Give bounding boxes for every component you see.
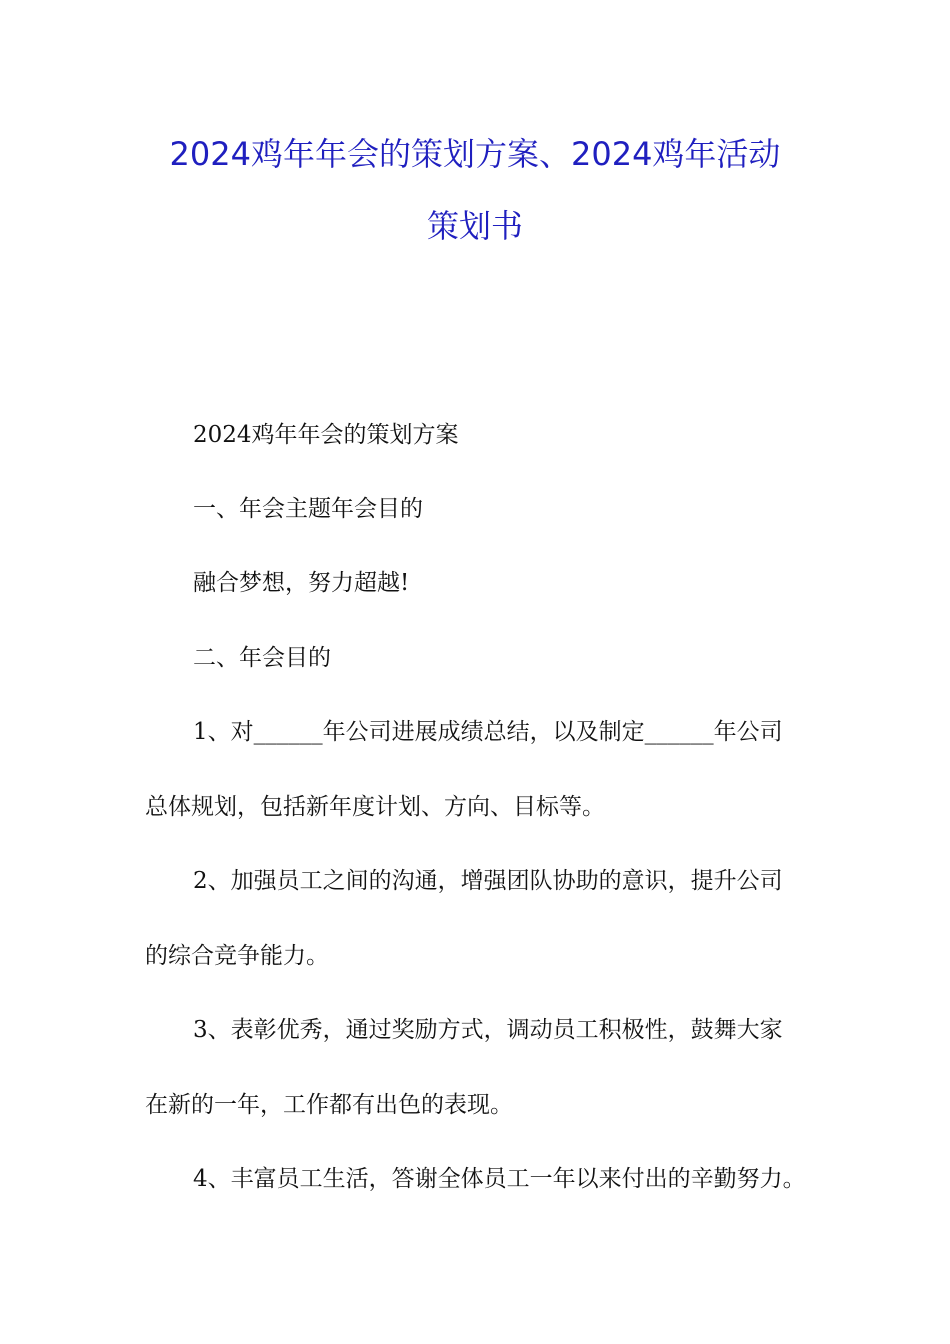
item3-line1: 3、表彰优秀，通过奖励方式，调动员工积极性，鼓舞大家 — [193, 1017, 783, 1043]
item1-line1: 1、对______年公司进展成绩总结，以及制定______年公司 — [193, 719, 783, 745]
theme-text: 融合梦想，努力超越! — [193, 570, 410, 596]
section2-heading: 二、年会目的 — [193, 645, 331, 671]
item4-line1: 4、丰富员工生活，答谢全体员工一年以来付出的辛勤努力。 — [193, 1166, 806, 1192]
section-heading: 2024鸡年年会的策划方案 — [193, 422, 459, 448]
document-title-line-1: 2024鸡年年会的策划方案、2024鸡年活动 — [169, 135, 781, 173]
document-title-line-2: 策划书 — [426, 207, 523, 245]
item2-line2: 的综合竞争能力。 — [145, 943, 329, 969]
item2-line1: 2、加强员工之间的沟通，增强团队协助的意识，提升公司 — [193, 868, 783, 894]
item3-line2: 在新的一年，工作都有出色的表现。 — [145, 1092, 513, 1118]
item1-line2: 总体规划，包括新年度计划、方向、目标等。 — [145, 794, 605, 820]
section1-heading: 一、年会主题年会目的 — [193, 496, 423, 522]
